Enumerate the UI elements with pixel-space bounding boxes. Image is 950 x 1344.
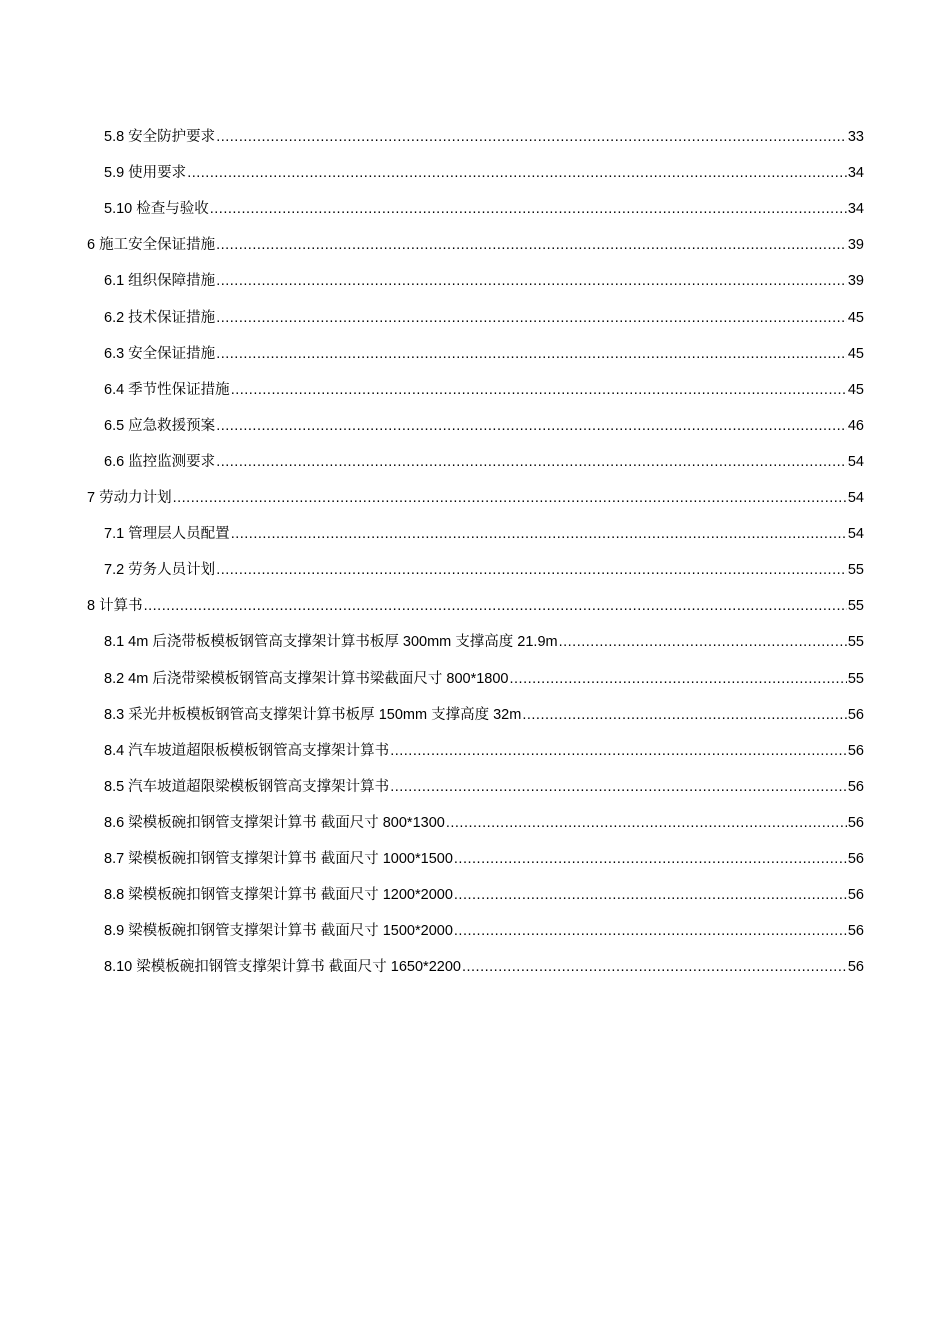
toc-dot-leader (390, 769, 847, 805)
toc-dot-leader (144, 588, 847, 624)
toc-entry[interactable] (104, 408, 864, 444)
toc-entry-page-number: 54 (847, 490, 864, 506)
toc-entry[interactable] (104, 516, 864, 552)
toc-entry-page-number: 55 (847, 598, 864, 615)
toc-entry-page-number: 56 (847, 706, 864, 723)
toc-entry-page-number: 39 (847, 237, 864, 254)
toc-entry-title: 6.3 安全保证措施 (104, 345, 216, 362)
toc-entry-title: 8.10 梁模板碗扣钢管支撑架计算书 截面尺寸 1650*2200 (104, 959, 461, 976)
toc-entry-title: 6 施工安全保证措施 (87, 237, 216, 254)
toc-entry[interactable] (104, 552, 864, 588)
toc-entry-page-number: 45 (847, 381, 864, 398)
toc-entry[interactable] (104, 119, 864, 155)
toc-entry[interactable] (104, 300, 864, 336)
toc-entry-page-number: 54 (847, 526, 864, 543)
toc-entry-title: 8.1 4m 后浇带板模板钢管高支撑架计算书板厚 300mm 支撑高度 21.9m (104, 634, 558, 651)
toc-entry-title: 8.3 采光井板模板钢管高支撑架计算书板厚 150mm 支撑高度 32m (104, 706, 522, 723)
toc-dot-leader (216, 300, 847, 336)
toc-entry[interactable] (104, 733, 864, 769)
toc-entry-page-number: 56 (847, 814, 864, 831)
toc-entry-page-number: 55 (847, 634, 864, 651)
toc-entry[interactable] (87, 480, 864, 516)
toc-entry[interactable] (104, 263, 864, 299)
toc-entry-page-number: 56 (847, 923, 864, 940)
toc-dot-leader (522, 697, 847, 733)
toc-entry-page-number: 39 (847, 273, 864, 290)
toc-entry-title: 8 计算书 (87, 598, 143, 615)
toc-entry[interactable] (87, 588, 864, 624)
toc-entry[interactable] (104, 769, 864, 805)
toc-dot-leader (462, 949, 847, 985)
toc-entry-title: 8.5 汽车坡道超限梁模板钢管高支撑架计算书 (104, 778, 390, 795)
toc-entry[interactable] (104, 841, 864, 877)
toc-dot-leader (559, 624, 847, 660)
toc-entry-page-number: 33 (847, 129, 864, 145)
toc-entry[interactable] (104, 444, 864, 480)
toc-entry-title: 5.9 使用要求 (104, 165, 187, 182)
toc-entry-title: 8.4 汽车坡道超限板模板钢管高支撑架计算书 (104, 742, 390, 759)
toc-entry[interactable] (104, 155, 864, 191)
toc-entry[interactable] (104, 805, 864, 841)
toc-dot-leader (216, 227, 847, 263)
toc-entry-title: 8.7 梁模板碗扣钢管支撑架计算书 截面尺寸 1000*1500 (104, 851, 453, 867)
toc-entry[interactable] (104, 877, 864, 913)
toc-entry-page-number: 55 (847, 562, 864, 579)
toc-entry-title: 6.4 季节性保证措施 (104, 381, 230, 398)
toc-entry-title: 6.2 技术保证措施 (104, 309, 216, 326)
toc-entry-page-number: 55 (847, 670, 864, 687)
toc-dot-leader (231, 516, 847, 552)
toc-entry-page-number: 46 (847, 417, 864, 434)
toc-entry-page-number: 56 (847, 959, 864, 976)
toc-entry-title: 7.1 管理层人员配置 (104, 526, 230, 543)
toc-entry-title: 5.8 安全防护要求 (104, 129, 216, 145)
toc-entry-page-number: 56 (847, 851, 864, 867)
toc-entry-page-number: 34 (847, 165, 864, 182)
toc-entry-title: 6.1 组织保障措施 (104, 273, 216, 290)
toc-entry-title: 8.9 梁模板碗扣钢管支撑架计算书 截面尺寸 1500*2000 (104, 923, 453, 940)
toc-entry-title: 6.6 监控监测要求 (104, 453, 216, 470)
toc-dot-leader (390, 733, 847, 769)
toc-entry-title: 8.2 4m 后浇带梁模板钢管高支撑架计算书梁截面尺寸 800*1800 (104, 670, 509, 687)
toc-entry-page-number: 34 (847, 201, 864, 218)
toc-dot-leader (210, 191, 847, 227)
toc-entry[interactable] (104, 336, 864, 372)
toc-entry-page-number: 45 (847, 309, 864, 326)
toc-entry-title: 7 劳动力计划 (87, 490, 172, 506)
toc-dot-leader (173, 480, 847, 516)
toc-entry-title: 7.2 劳务人员计划 (104, 562, 216, 579)
toc-dot-leader (187, 155, 847, 191)
toc-entry[interactable] (104, 661, 864, 697)
toc-entry[interactable] (104, 949, 864, 985)
toc-entry[interactable] (104, 624, 864, 660)
toc-dot-leader (454, 913, 847, 949)
toc-entry-page-number: 54 (847, 453, 864, 470)
toc-dot-leader (216, 263, 847, 299)
toc-dot-leader (446, 805, 847, 841)
toc-dot-leader (216, 119, 847, 155)
toc-entry-page-number: 56 (847, 742, 864, 759)
toc-dot-leader (216, 336, 847, 372)
toc-entry[interactable] (104, 191, 864, 227)
toc-entry-page-number: 56 (847, 887, 864, 904)
toc-dot-leader (216, 408, 847, 444)
toc-entry[interactable] (104, 697, 864, 733)
toc-dot-leader (454, 841, 847, 877)
toc-entry[interactable] (87, 227, 864, 263)
toc-dot-leader (216, 552, 847, 588)
toc-dot-leader (509, 661, 846, 697)
toc-entry-page-number: 56 (847, 778, 864, 795)
toc-entry-title: 8.6 梁模板碗扣钢管支撑架计算书 截面尺寸 800*1300 (104, 814, 445, 831)
toc-entry-page-number: 45 (847, 345, 864, 362)
toc-dot-leader (231, 372, 847, 408)
toc-entry-title: 5.10 检查与验收 (104, 201, 209, 218)
toc-entry-title: 8.8 梁模板碗扣钢管支撑架计算书 截面尺寸 1200*2000 (104, 887, 453, 904)
toc-entry[interactable] (104, 913, 864, 949)
toc-dot-leader (454, 877, 847, 913)
toc-dot-leader (216, 444, 847, 480)
toc-entry[interactable] (104, 372, 864, 408)
toc-entry-title: 6.5 应急救援预案 (104, 417, 216, 434)
